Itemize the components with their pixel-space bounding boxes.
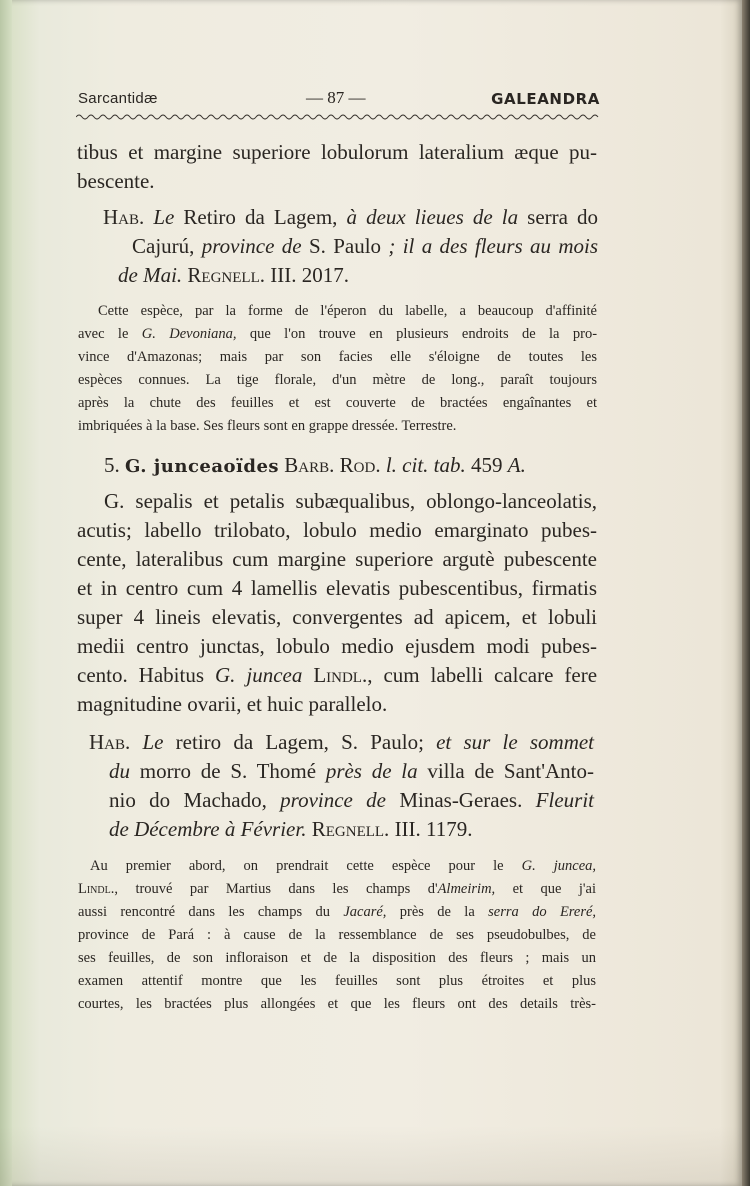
text-italic: près de la <box>325 759 418 783</box>
text-run: avec le <box>78 326 129 342</box>
text-line: province de Pará : à cause de la ressemblance de ses pseudobulbes, de <box>78 927 596 943</box>
species-name: G. junceaoïdes <box>125 456 280 477</box>
text-line: acutis; labello trilobato, lobulo medio emarginato pubes- <box>77 518 597 542</box>
species-heading <box>104 451 574 481</box>
text-line <box>89 757 594 786</box>
hab-label: Hab. <box>103 205 145 229</box>
text-line: cente, lateralibus cum margine superiore argutè pubescente <box>77 547 597 571</box>
text-line: vince d'Amazonas; mais par son facies elle s'éloigne de toutes les <box>78 349 597 365</box>
text-italic: du <box>109 759 130 783</box>
text-line: tibus et margine superiore lobulorum lateralium æque pu- <box>77 140 597 164</box>
text-run: que l'on trouve en plusieurs endroits de la pro- <box>249 326 598 342</box>
text-line: G. sepalis et petalis subæqualibus, oblongo-lanceolatis, <box>104 489 597 513</box>
author-name: Lindl., <box>78 881 118 897</box>
text-italic: Le <box>153 205 175 229</box>
latin-continuation <box>77 138 597 196</box>
running-header <box>78 88 600 112</box>
text-run: trouvé par Martius dans les champs d' <box>135 881 438 897</box>
text-run: cum labelli calcare fere <box>383 663 598 687</box>
hab-label: Hab. <box>89 730 131 754</box>
text-run: III. 1179. <box>394 817 473 841</box>
page-gutter <box>0 0 12 1186</box>
text-line: Cette espèce, par la forme de l'éperon du labelle, a beaucoup d'affinité <box>98 303 597 319</box>
text-run: Cajurú, <box>132 234 195 258</box>
text-italic: ; il a des fleurs au mois <box>388 234 599 258</box>
text-italic: province de <box>201 234 302 258</box>
text-line <box>103 261 598 290</box>
text-line: courtes, les bractées plus allongées et que les fleurs ont des details très- <box>78 996 596 1012</box>
text-line <box>89 815 594 844</box>
text-line <box>77 661 597 690</box>
habitat-block-1 <box>103 203 598 290</box>
text-run: aussi rencontré dans les champs du <box>78 904 330 920</box>
text-line: ses feuilles, de son infloraison et de la disposition des fleurs ; mais un <box>78 950 596 966</box>
collector-name: Regnell. <box>311 817 390 841</box>
text-run: près de la <box>399 904 475 920</box>
text-italic: Almeirim, <box>437 881 496 897</box>
citation: l. cit. tab. <box>385 453 466 477</box>
text-run: S. Paulo <box>308 234 382 258</box>
text-run: Minas-Geraes. <box>399 788 523 812</box>
text-run: nio do Machado, <box>109 788 267 812</box>
species-author: Barb. Rod. <box>284 453 381 477</box>
plate-number: 459 <box>471 453 503 477</box>
header-section: Sarcantidæ <box>78 90 158 107</box>
text-line <box>78 878 596 901</box>
text-line: et in centro cum 4 lamellis elevatis pubescentibus, firmatis <box>77 576 597 600</box>
text-italic: serra do Ereré, <box>488 904 597 920</box>
text-italic: G. juncea, <box>521 858 597 874</box>
text-line: bescente. <box>77 169 155 193</box>
text-run: cento. Habitus <box>77 663 205 687</box>
text-line <box>103 203 598 232</box>
page-edge-shadow <box>742 0 750 1186</box>
text-line <box>78 901 596 924</box>
text-italic: Jacaré, <box>343 904 387 920</box>
text-line: medii centro junctas, lobulo medio ejusdem modi pubes- <box>77 634 597 658</box>
plate-letter: A. <box>507 453 526 477</box>
text-line: super 4 lineis elevatis, convergentes ad apicem, et lobuli <box>77 605 597 629</box>
note-paragraph-2 <box>78 855 596 1016</box>
text-italic: Fleurit <box>535 788 594 812</box>
text-run: villa de Sant'Anto- <box>427 759 595 783</box>
habitat-block-2 <box>89 728 594 844</box>
text-run: Retiro da Lagem, <box>183 205 338 229</box>
header-wavy-rule <box>76 113 600 121</box>
latin-description <box>77 487 597 719</box>
text-italic: et sur le sommet <box>436 730 595 754</box>
text-italic: Le <box>142 730 164 754</box>
text-run: et que j'ai <box>512 881 596 897</box>
text-line: examen attentif montre que les feuilles sont plus étroites et plus <box>78 973 596 989</box>
text-line: après la chute des feuilles et est couverte de bractées engaînantes et <box>78 395 597 411</box>
text-italic: G. Devoniana, <box>141 326 237 342</box>
text-run: Au premier abord, on prendrait cette espèce pour le <box>90 858 504 874</box>
text-italic: province de <box>280 788 386 812</box>
text-line: magnitudine ovarii, et huic parallelo. <box>77 692 388 716</box>
note-paragraph-1 <box>78 300 597 438</box>
text-run: serra do <box>527 205 599 229</box>
text-line <box>78 855 596 878</box>
author-name: Lindl., <box>313 663 373 687</box>
text-line <box>89 786 594 815</box>
collector-name: Regnell. <box>187 263 265 287</box>
text-line <box>78 323 597 346</box>
text-run: morro de S. Thomé <box>139 759 317 783</box>
text-line: imbriquées à la base. Ses fleurs sont en grappe dressée. Terrestre. <box>78 418 457 434</box>
page-number: — 87 — <box>306 88 366 107</box>
text-italic: à deux lieues de la <box>346 205 519 229</box>
page-bottom-shade <box>0 1126 742 1186</box>
text-italic: de Mai. <box>118 263 183 287</box>
text-line <box>103 232 598 261</box>
species-number: 5. <box>104 453 120 477</box>
text-run: III. 2017. <box>270 263 349 287</box>
text-line: espèces connues. La tige florale, d'un mètre de long., paraît toujours <box>78 372 597 388</box>
text-italic: de Décembre à Février. <box>109 817 307 841</box>
header-genus: GALEANDRA <box>491 90 600 108</box>
text-line <box>89 728 594 757</box>
text-run: retiro da Lagem, S. Paulo; <box>175 730 424 754</box>
text-italic: G. juncea <box>214 663 303 687</box>
text-line <box>104 451 574 481</box>
